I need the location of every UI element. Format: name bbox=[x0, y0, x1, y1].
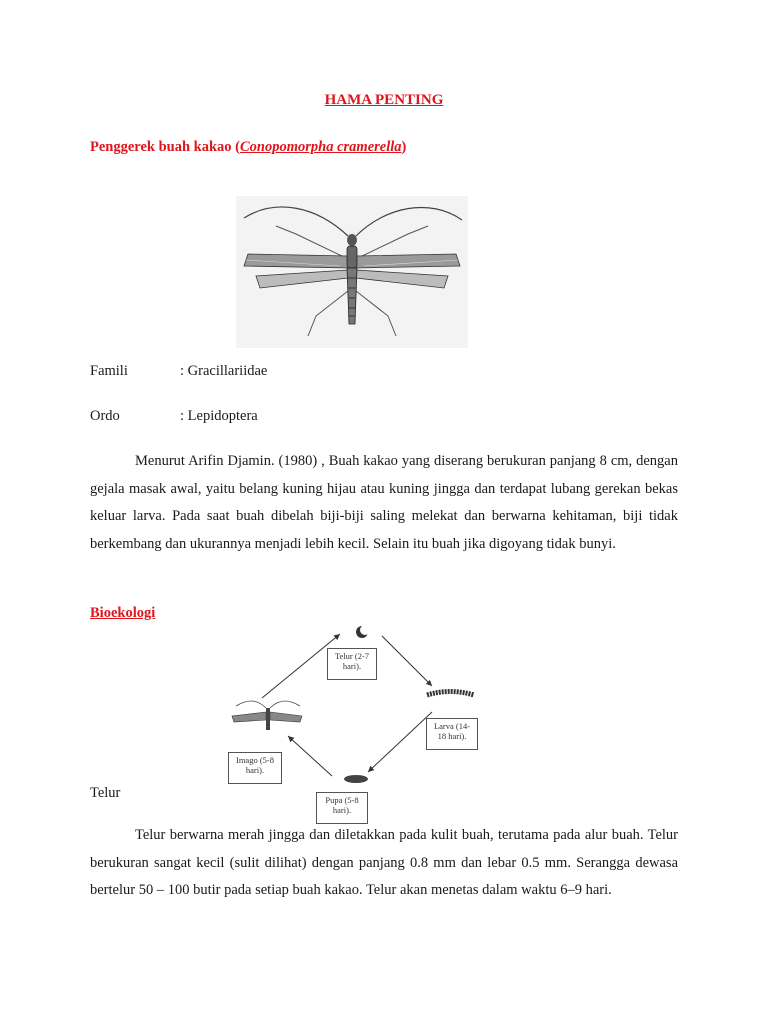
subtitle-species: Conopomorpha cramerella bbox=[240, 139, 402, 155]
telur-heading: Telur bbox=[90, 785, 121, 801]
ordo-value: : Lepidoptera bbox=[180, 408, 258, 424]
section-bioekologi: Bioekologi bbox=[90, 605, 156, 621]
paragraph-symptoms: Menurut Arifin Djamin. (1980) , Buah kakao yang diserang berukuran panjang 8 cm, dengan gejala masak awal, yaitu belang kuning hijau atau kuning jingga dan terdapat lubang gerekan bekas keluar larva. Pada saat buah dibelah biji-biji saling melekat dan berwarna kehitaman, biji tidak berkembang dan ukurannya menjadi lebih kecil. Selain itu buah jika digoyang tidak bunyi. bbox=[90, 453, 678, 552]
stage-larva-label: Larva (14-18 hari). bbox=[426, 718, 478, 750]
stage-pupa-label: Pupa (5-8 hari). bbox=[316, 792, 368, 824]
stage-imago-label: Imago (5-8 hari). bbox=[228, 752, 282, 784]
stage-telur-label: Telur (2-7 hari). bbox=[327, 648, 377, 680]
subtitle-suffix: ) bbox=[401, 139, 407, 155]
subtitle-prefix: Penggerek buah kakao ( bbox=[90, 139, 240, 155]
famili-value: : Gracillariidae bbox=[180, 363, 268, 379]
page-title: HAMA PENTING bbox=[324, 92, 444, 108]
famili-label: Famili bbox=[90, 363, 128, 379]
paragraph-telur: Telur berwarna merah jingga dan diletakkan pada kulit buah, terutama pada alur buah. Telur berukuran sangat kecil (sulit dilihat) dengan panjang 0.8 mm dan lebar 0.5 mm. Serangga dewasa bertelur 50 – 100 butir pada setiap buah kakao. Telur akan menetas dalam waktu 6–9 hari. bbox=[90, 827, 678, 898]
moth-drawing bbox=[236, 196, 468, 348]
pest-subtitle bbox=[90, 139, 406, 156]
ordo-label: Ordo bbox=[90, 408, 120, 424]
life-cycle-diagram bbox=[222, 620, 492, 830]
moth-illustration bbox=[236, 196, 468, 348]
